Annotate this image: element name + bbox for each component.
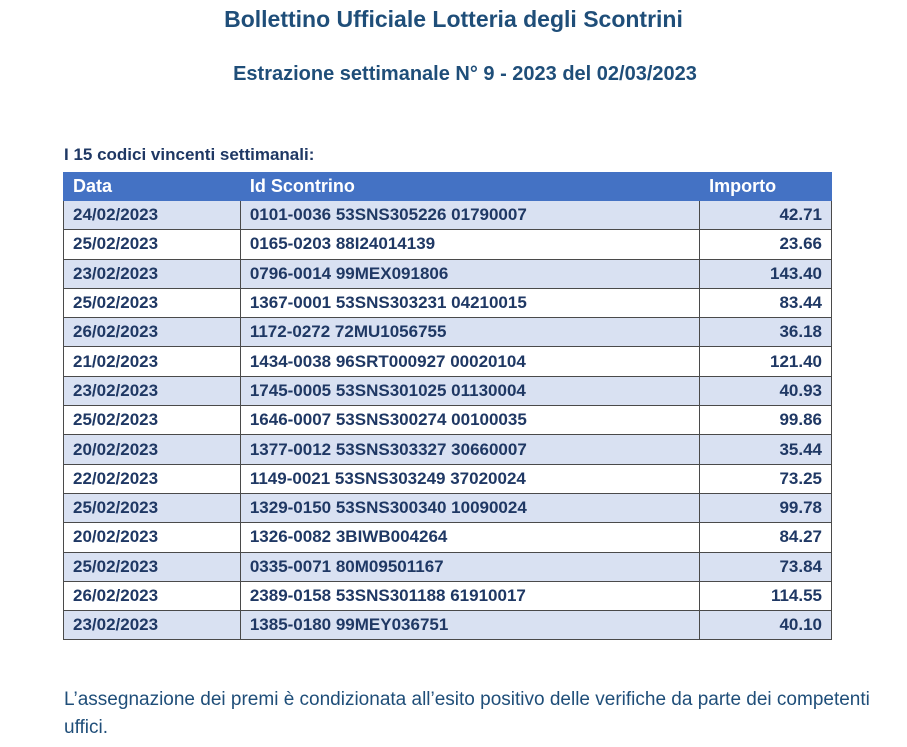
cell-importo: 114.55 xyxy=(700,581,832,610)
cell-importo: 42.71 xyxy=(700,201,832,230)
cell-importo: 121.40 xyxy=(700,347,832,376)
cell-data: 22/02/2023 xyxy=(64,464,241,493)
cell-id-scontrino: 1149-0021 53SNS303249 37020024 xyxy=(240,464,699,493)
table-row xyxy=(64,435,832,464)
cell-importo: 84.27 xyxy=(700,523,832,552)
cell-id-scontrino: 1385-0180 99MEY036751 xyxy=(240,611,699,640)
cell-id-scontrino: 1367-0001 53SNS303231 04210015 xyxy=(240,288,699,317)
cell-id-scontrino: 0101-0036 53SNS305226 01790007 xyxy=(240,201,699,230)
cell-data: 25/02/2023 xyxy=(64,288,241,317)
column-header-id-scontrino: Id Scontrino xyxy=(240,173,699,201)
table-row xyxy=(64,288,832,317)
table-row xyxy=(64,523,832,552)
cell-data: 25/02/2023 xyxy=(64,552,241,581)
cell-data: 20/02/2023 xyxy=(64,435,241,464)
cell-id-scontrino: 1646-0007 53SNS300274 00100035 xyxy=(240,406,699,435)
cell-data: 23/02/2023 xyxy=(64,611,241,640)
cell-id-scontrino: 2389-0158 53SNS301188 61910017 xyxy=(240,581,699,610)
cell-data: 23/02/2023 xyxy=(64,376,241,405)
cell-importo: 143.40 xyxy=(700,259,832,288)
cell-importo: 40.93 xyxy=(700,376,832,405)
cell-id-scontrino: 1329-0150 53SNS300340 10090024 xyxy=(240,493,699,522)
cell-data: 26/02/2023 xyxy=(64,318,241,347)
cell-data: 25/02/2023 xyxy=(64,493,241,522)
cell-data: 23/02/2023 xyxy=(64,259,241,288)
table-row xyxy=(64,581,832,610)
table-row xyxy=(64,493,832,522)
table-row xyxy=(64,347,832,376)
cell-data: 26/02/2023 xyxy=(64,581,241,610)
table-row xyxy=(64,552,832,581)
table-row xyxy=(64,318,832,347)
cell-importo: 40.10 xyxy=(700,611,832,640)
cell-id-scontrino: 1434-0038 96SRT000927 00020104 xyxy=(240,347,699,376)
table-row xyxy=(64,611,832,640)
cell-importo: 83.44 xyxy=(700,288,832,317)
cell-id-scontrino: 0165-0203 88I24014139 xyxy=(240,230,699,259)
winning-codes-table xyxy=(63,172,832,640)
column-header-data: Data xyxy=(64,173,241,201)
table-caption: I 15 codici vincenti settimanali: xyxy=(64,145,315,164)
cell-data: 20/02/2023 xyxy=(64,523,241,552)
cell-data: 21/02/2023 xyxy=(64,347,241,376)
cell-id-scontrino: 1172-0272 72MU1056755 xyxy=(240,318,699,347)
cell-id-scontrino: 1326-0082 3BIWB004264 xyxy=(240,523,699,552)
table-row xyxy=(64,376,832,405)
page-subtitle: Estrazione settimanale N° 9 - 2023 del 02/03/2023 xyxy=(233,63,697,85)
cell-id-scontrino: 1745-0005 53SNS301025 01130004 xyxy=(240,376,699,405)
table-row xyxy=(64,259,832,288)
table-row xyxy=(64,464,832,493)
cell-id-scontrino: 0335-0071 80M09501167 xyxy=(240,552,699,581)
cell-data: 25/02/2023 xyxy=(64,230,241,259)
cell-id-scontrino: 0796-0014 99MEX091806 xyxy=(240,259,699,288)
cell-importo: 73.25 xyxy=(700,464,832,493)
footer-note: L’assegnazione dei premi è condizionata all’esito positivo delle verifiche da parte dei competenti uffici. xyxy=(64,689,870,738)
cell-importo: 35.44 xyxy=(700,435,832,464)
cell-importo: 99.86 xyxy=(700,406,832,435)
cell-importo: 23.66 xyxy=(700,230,832,259)
page-title: Bollettino Ufficiale Lotteria degli Scontrini xyxy=(224,6,683,32)
cell-id-scontrino: 1377-0012 53SNS303327 30660007 xyxy=(240,435,699,464)
cell-importo: 99.78 xyxy=(700,493,832,522)
table-header-row xyxy=(64,173,832,201)
cell-data: 25/02/2023 xyxy=(64,406,241,435)
column-header-importo: Importo xyxy=(700,173,832,201)
cell-importo: 36.18 xyxy=(700,318,832,347)
cell-data: 24/02/2023 xyxy=(64,201,241,230)
table-row xyxy=(64,230,832,259)
cell-importo: 73.84 xyxy=(700,552,832,581)
table-row xyxy=(64,406,832,435)
table-row xyxy=(64,201,832,230)
